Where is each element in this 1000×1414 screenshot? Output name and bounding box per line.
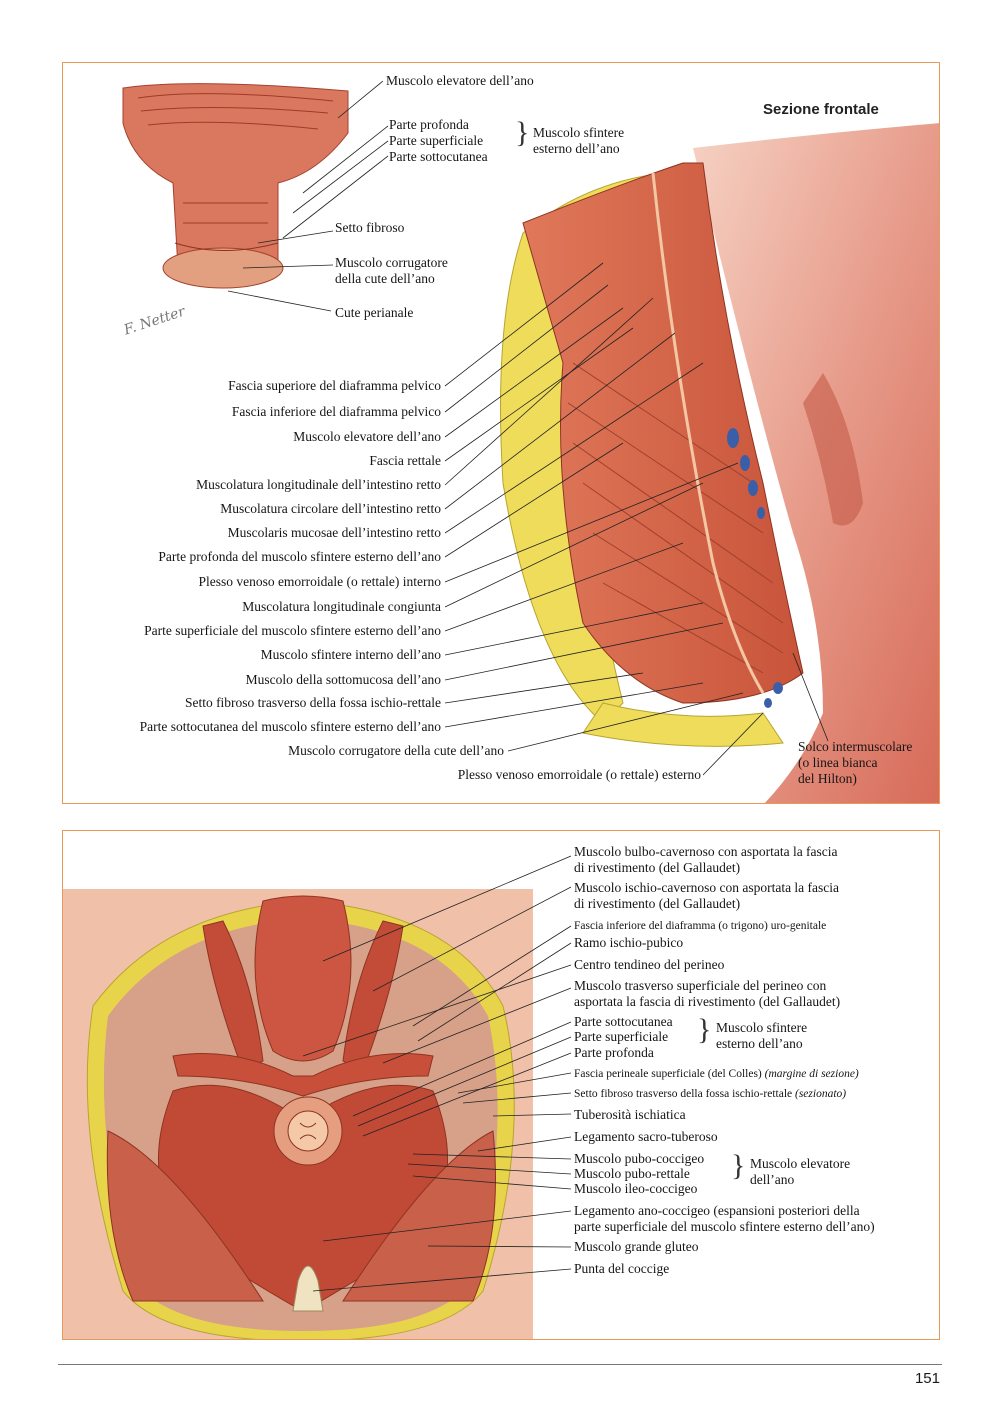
label-fascia-superior: Fascia superiore del diaframma pelvico: [228, 378, 441, 393]
label-hilton-1: Solco intermuscolare: [798, 739, 913, 754]
inset-label-superficial: Parte superficiale: [389, 133, 484, 148]
label-hilton-3: del Hilton): [798, 771, 857, 786]
label-transverse-septum-b: [574, 1086, 846, 1102]
label-part-superficial: Parte superficiale: [574, 1029, 669, 1044]
brace-icon: }: [515, 116, 530, 149]
brace-icon: }: [731, 1149, 746, 1182]
label-internal-plexus: Plesso venoso emorroidale (o rettale) interno: [198, 574, 441, 589]
label-circular: Muscolatura circolare dell’intestino retto: [220, 501, 441, 516]
label-longitudinal: Muscolatura longitudinale dell’intestino retto: [196, 477, 441, 492]
section-title: Sezione frontale: [763, 101, 879, 118]
label-external-plexus: Plesso venoso emorroidale (o rettale) esterno: [457, 767, 701, 782]
inset-label-deep: Parte profonda: [389, 117, 469, 132]
page-number: 151: [914, 1370, 940, 1387]
group-label-levator-2: dell’ano: [750, 1172, 795, 1187]
label-fascia-inferior: Fascia inferiore del diaframma pelvico: [231, 404, 441, 419]
label-puborectalis: Muscolo pubo-rettale: [574, 1166, 690, 1181]
group-label-sphincter-2: esterno dell’ano: [533, 141, 620, 156]
label-colles-note: (margine di sezione): [764, 1068, 859, 1080]
label-rectal-fascia: Fascia rettale: [369, 453, 441, 468]
label-corrugator: Muscolo corrugatore della cute dell’ano: [288, 743, 504, 758]
frontal-section-figure: [62, 62, 940, 804]
label-muscularis-mucosae: Muscolaris mucosae dell’intestino retto: [227, 525, 441, 540]
label-gluteus-maximus: Muscolo grande gluteo: [574, 1239, 699, 1254]
brace-icon: }: [697, 1013, 712, 1046]
inset-label-perianal-skin: Cute perianale: [335, 305, 414, 320]
label-transverse-septum: Setto fibroso trasverso della fossa ischio-rettale: [184, 695, 441, 710]
label-internal-sphincter: Muscolo sfintere interno dell’ano: [260, 647, 441, 662]
footer-rule: [58, 1364, 942, 1365]
label-hilton-2: (o linea bianca: [798, 755, 878, 770]
label-ischial-tuberosity: Tuberosità ischiatica: [574, 1107, 686, 1122]
label-submucosa: Muscolo della sottomucosa dell’ano: [245, 672, 441, 687]
label-transverse-perineal-1: Muscolo trasverso superficiale del perineo con: [574, 978, 827, 993]
label-colles-fascia-text: Fascia perineale superficiale (del Colles): [574, 1068, 762, 1080]
label-urogenital-fascia: Fascia inferiore del diaframma (o trigono) uro-genitale: [574, 920, 827, 932]
label-bulbospongiosus-1: Muscolo bulbo-cavernoso con asportata la fascia: [574, 844, 838, 859]
label-superficial-external-sphincter: Parte superficiale del muscolo sfintere esterno dell’ano: [144, 623, 441, 638]
inset-label-corrugator-1: Muscolo corrugatore: [335, 255, 448, 270]
label-ischiocavernosus-2: di rivestimento (del Gallaudet): [574, 896, 741, 911]
perineum-figure: [62, 830, 940, 1340]
label-sacrotuberous: Legamento sacro-tuberoso: [574, 1129, 718, 1144]
inset-label-corrugator-2: della cute dell’ano: [335, 271, 435, 286]
group-label-sphincter-b1: Muscolo sfintere: [716, 1020, 808, 1035]
frontal-section-illustration: [63, 63, 940, 804]
label-coccyx-tip: Punta del coccige: [574, 1261, 670, 1276]
label-ischiopubic-ramus: Ramo ischio-pubico: [574, 935, 684, 950]
label-levator: Muscolo elevatore dell’ano: [293, 429, 441, 444]
label-anococcygeal-2: parte superficiale del muscolo sfintere esterno dell’ano): [574, 1219, 875, 1234]
label-transverse-septum-b-text: Setto fibroso trasverso della fossa ischio-rettale: [574, 1088, 793, 1100]
group-label-sphincter-1: Muscolo sfintere: [533, 125, 625, 140]
label-ischiocavernosus-1: Muscolo ischio-cavernoso con asportata la fascia: [574, 880, 840, 895]
label-anococcygeal-1: Legamento ano-coccigeo (espansioni posteriori della: [574, 1203, 860, 1218]
inset-label-levator: Muscolo elevatore dell’ano: [386, 73, 534, 88]
label-perineal-body: Centro tendineo del perineo: [574, 957, 725, 972]
label-subcutaneous-external-sphincter: Parte sottocutanea del muscolo sfintere esterno dell’ano: [139, 719, 441, 734]
label-deep-external-sphincter: Parte profonda del muscolo sfintere esterno dell’ano: [158, 549, 441, 564]
label-part-subcutaneous: Parte sottocutanea: [574, 1014, 673, 1029]
label-bulbospongiosus-2: di rivestimento (del Gallaudet): [574, 860, 741, 875]
label-transverse-perineal-2: asportata la fascia di rivestimento (del Gallaudet): [574, 994, 841, 1009]
inset-label-septum: Setto fibroso: [335, 220, 405, 235]
label-conjoint-longitudinal: Muscolatura longitudinale congiunta: [242, 599, 441, 614]
label-colles-fascia: [574, 1066, 859, 1082]
label-part-deep: Parte profonda: [574, 1045, 654, 1060]
label-pubococcygeus: Muscolo pubo-coccigeo: [574, 1151, 705, 1166]
label-transverse-septum-b-note: (sezionato): [795, 1088, 847, 1100]
bulbospongiosus: [255, 896, 351, 1061]
label-iliococcygeus: Muscolo ileo-coccigeo: [574, 1181, 698, 1196]
artist-signature: F. Netter: [122, 303, 188, 339]
inset-sphincter-drawing: [123, 84, 348, 288]
group-label-sphincter-b2: esterno dell’ano: [716, 1036, 803, 1051]
inset-label-subcutaneous: Parte sottocutanea: [389, 149, 488, 164]
group-label-levator-1: Muscolo elevatore: [750, 1156, 851, 1171]
